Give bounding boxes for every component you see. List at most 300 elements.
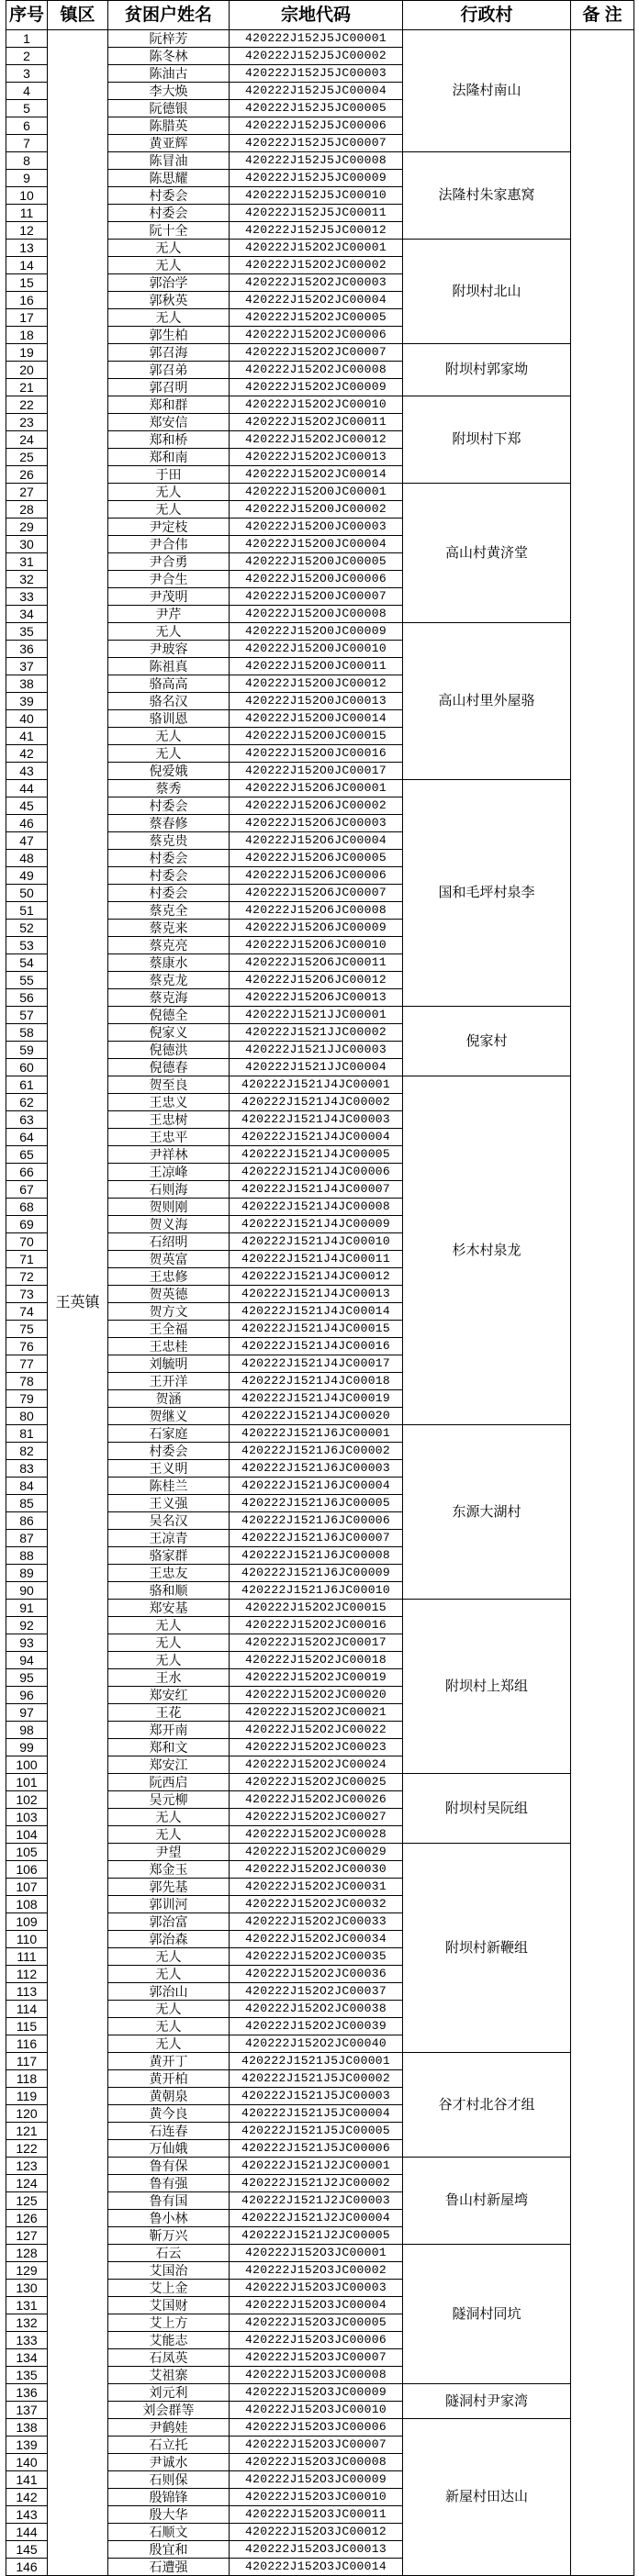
household-name: 郑和桥 [108,431,230,449]
household-name: 倪德全 [108,1007,230,1024]
household-name: 郑和文 [108,1739,230,1756]
land-code: 420222J152O3JC00014 [230,2559,403,2576]
household-name: 吴名汉 [108,1512,230,1530]
village-cell: 隧洞村尹家湾 [403,2384,571,2419]
household-name: 郭秋英 [108,292,230,309]
row-seq: 9 [6,170,48,187]
land-code: 420222J152O0JC00011 [230,658,403,675]
row-seq: 62 [6,1094,48,1111]
land-code: 420222J152J5JC00012 [230,222,403,240]
village-cell: 附坝村上郑组 [403,1600,571,1774]
row-seq: 26 [6,466,48,484]
row-seq: 53 [6,937,48,954]
land-code: 420222J1521J6JC00001 [230,1425,403,1443]
household-name: 石家庭 [108,1425,230,1443]
household-name: 骆名汉 [108,693,230,710]
land-code: 420222J152O2JC00029 [230,1844,403,1861]
land-code: 420222J152O2JC00004 [230,292,403,309]
land-code: 420222J1521J4JC00007 [230,1181,403,1199]
household-name: 无人 [108,240,230,257]
household-name: 王凉青 [108,1530,230,1547]
household-name: 村委会 [108,187,230,205]
row-seq: 45 [6,797,48,815]
land-code: 420222J1521J4JC00003 [230,1111,403,1129]
row-seq: 46 [6,815,48,832]
household-name: 石绍明 [108,1233,230,1251]
land-code: 420222J152O2JC00036 [230,1966,403,1983]
land-code: 420222J152O2JC00021 [230,1704,403,1722]
land-code: 420222J152O0JC00010 [230,641,403,658]
household-name: 骆家群 [108,1547,230,1565]
household-name: 靳万兴 [108,2227,230,2245]
row-seq: 44 [6,780,48,797]
household-name: 陈冬林 [108,48,230,65]
row-seq: 20 [6,362,48,379]
row-seq: 1 [6,30,48,48]
row-seq: 93 [6,1634,48,1652]
land-code: 420222J152O2JC00012 [230,431,403,449]
household-name: 无人 [108,1634,230,1652]
land-code: 420222J152O6JC00007 [230,885,403,902]
village-cell: 隧洞村同坑 [403,2245,571,2384]
row-seq: 61 [6,1076,48,1094]
household-name: 尹望 [108,1844,230,1861]
row-seq: 73 [6,1286,48,1303]
household-name: 村委会 [108,885,230,902]
household-name: 尹祥林 [108,1146,230,1164]
household-name: 蔡克来 [108,920,230,937]
row-seq: 97 [6,1704,48,1722]
row-seq: 84 [6,1478,48,1495]
land-code: 420222J1521J4JC00012 [230,1268,403,1286]
village-cell: 新屋村田达山 [403,2419,571,2576]
row-seq: 64 [6,1129,48,1146]
household-name: 陈冒油 [108,152,230,170]
row-seq: 131 [6,2297,48,2314]
row-seq: 40 [6,710,48,728]
row-seq: 126 [6,2210,48,2227]
row-seq: 135 [6,2367,48,2384]
row-seq: 82 [6,1443,48,1460]
row-seq: 8 [6,152,48,170]
row-seq: 15 [6,274,48,292]
land-code: 420222J1521J4JC00014 [230,1303,403,1321]
row-seq: 120 [6,2105,48,2123]
village-cell: 法隆村朱家惠窝 [403,152,571,240]
table-row [6,30,634,48]
land-code: 420222J1521J4JC00020 [230,1408,403,1425]
row-seq: 77 [6,1355,48,1373]
household-name: 石则海 [108,1181,230,1199]
household-name: 蔡康水 [108,954,230,972]
land-code: 420222J152O2JC00011 [230,414,403,431]
land-code: 420222J152O2JC00034 [230,1931,403,1948]
row-seq: 42 [6,745,48,763]
household-name: 王水 [108,1669,230,1687]
household-name: 无人 [108,257,230,274]
household-name: 蔡克贵 [108,832,230,850]
row-seq: 114 [6,2001,48,2018]
row-seq: 85 [6,1495,48,1512]
household-name: 无人 [108,728,230,745]
row-seq: 87 [6,1530,48,1547]
row-seq: 134 [6,2349,48,2367]
header-name: 贫困户姓名 [108,1,230,30]
row-seq: 56 [6,989,48,1007]
land-code: 420222J152O2JC00013 [230,449,403,466]
land-code: 420222J1521JJC00004 [230,1059,403,1076]
land-code: 420222J152O3JC00007 [230,2437,403,2454]
row-seq: 132 [6,2314,48,2332]
household-name: 蔡克亮 [108,937,230,954]
land-code: 420222J152O2JC00028 [230,1826,403,1844]
household-name: 黄朝泉 [108,2088,230,2105]
row-seq: 102 [6,1791,48,1809]
row-seq: 140 [6,2454,48,2471]
row-seq: 55 [6,972,48,989]
row-seq: 139 [6,2437,48,2454]
household-name: 王义强 [108,1495,230,1512]
village-cell: 杉木村泉龙 [403,1076,571,1425]
row-seq: 21 [6,379,48,396]
row-seq: 142 [6,2489,48,2506]
row-seq: 74 [6,1303,48,1321]
household-name: 郭治森 [108,1931,230,1948]
household-name: 无人 [108,745,230,763]
land-code: 420222J152O2JC00019 [230,1669,403,1687]
land-code: 420222J152O2JC00023 [230,1739,403,1756]
land-code: 420222J152O2JC00033 [230,1913,403,1931]
household-name: 郭治学 [108,274,230,292]
household-name: 黄亚辉 [108,135,230,152]
land-code: 420222J1521J6JC00007 [230,1530,403,1547]
village-cell: 附坝村北山 [403,240,571,344]
land-code: 420222J152O0JC00005 [230,553,403,571]
household-name: 贺英富 [108,1251,230,1268]
row-seq: 58 [6,1024,48,1042]
land-code: 420222J152O2JC00010 [230,396,403,414]
land-code: 420222J152J5JC00004 [230,83,403,100]
land-code: 420222J1521J6JC00003 [230,1460,403,1478]
row-seq: 94 [6,1652,48,1669]
land-code: 420222J1521J4JC00004 [230,1129,403,1146]
row-seq: 41 [6,728,48,745]
land-code: 420222J152O6JC00009 [230,920,403,937]
household-name: 郑开南 [108,1722,230,1739]
row-seq: 101 [6,1774,48,1791]
household-name: 郭治山 [108,1983,230,2001]
household-name: 无人 [108,2018,230,2035]
land-code: 420222J152O6JC00004 [230,832,403,850]
land-code: 420222J152O6JC00005 [230,850,403,867]
row-seq: 71 [6,1251,48,1268]
land-code: 420222J152J5JC00006 [230,117,403,135]
household-name: 蔡春修 [108,815,230,832]
table-body [6,30,634,2576]
household-name: 村委会 [108,205,230,222]
village-cell: 附坝村郭家坳 [403,344,571,396]
household-name: 郑和群 [108,396,230,414]
land-code: 420222J1521J5JC00005 [230,2123,403,2140]
row-seq: 130 [6,2280,48,2297]
row-seq: 4 [6,83,48,100]
row-seq: 13 [6,240,48,257]
land-code: 420222J152O6JC00002 [230,797,403,815]
land-code: 420222J152J5JC00005 [230,100,403,117]
row-seq: 111 [6,1948,48,1966]
land-code: 420222J152O0JC00002 [230,501,403,519]
row-seq: 76 [6,1338,48,1355]
land-code: 420222J1521J6JC00004 [230,1478,403,1495]
land-code: 420222J1521J6JC00009 [230,1565,403,1582]
land-code: 420222J152O2JC00008 [230,362,403,379]
row-seq: 72 [6,1268,48,1286]
household-name: 贺方文 [108,1303,230,1321]
land-code: 420222J1521J4JC00009 [230,1216,403,1233]
land-code: 420222J152O3JC00003 [230,2280,403,2297]
household-name: 石遭强 [108,2559,230,2576]
land-code: 420222J152O3JC00001 [230,2245,403,2262]
land-code: 420222J1521J6JC00008 [230,1547,403,1565]
land-code: 420222J152O2JC00039 [230,2018,403,2035]
household-name: 郭先基 [108,1879,230,1896]
row-seq: 91 [6,1600,48,1617]
land-code: 420222J1521J4JC00010 [230,1233,403,1251]
land-code: 420222J152J5JC00011 [230,205,403,222]
household-name: 村委会 [108,1443,230,1460]
household-name: 骆和顺 [108,1582,230,1600]
land-code: 420222J152J5JC00001 [230,30,403,48]
village-cell: 高山村黄济堂 [403,484,571,623]
village-cell: 鲁山村新屋塆 [403,2158,571,2245]
row-seq: 108 [6,1896,48,1913]
land-code: 420222J152O2JC00025 [230,1774,403,1791]
household-name: 陈祖真 [108,658,230,675]
row-seq: 67 [6,1181,48,1199]
row-seq: 138 [6,2419,48,2437]
household-name: 王忠桂 [108,1338,230,1355]
village-cell: 倪家村 [403,1007,571,1076]
land-code: 420222J152O6JC00008 [230,902,403,920]
household-name: 骆高高 [108,675,230,693]
row-seq: 24 [6,431,48,449]
land-code: 420222J1521J2JC00004 [230,2210,403,2227]
row-seq: 81 [6,1425,48,1443]
row-seq: 38 [6,675,48,693]
land-code: 420222J152O3JC00011 [230,2506,403,2524]
household-name: 王忠平 [108,1129,230,1146]
row-seq: 146 [6,2559,48,2576]
land-code: 420222J1521J4JC00016 [230,1338,403,1355]
land-code: 420222J1521J4JC00008 [230,1199,403,1216]
row-seq: 28 [6,501,48,519]
row-seq: 32 [6,571,48,588]
row-seq: 109 [6,1913,48,1931]
household-name: 王忠义 [108,1094,230,1111]
household-name: 倪德春 [108,1059,230,1076]
household-name: 阮德银 [108,100,230,117]
household-name: 郑安基 [108,1600,230,1617]
household-name: 石立托 [108,2437,230,2454]
household-name: 郑金玉 [108,1861,230,1879]
household-name: 吴元柳 [108,1791,230,1809]
land-code: 420222J152O0JC00015 [230,728,403,745]
land-code: 420222J1521J4JC00017 [230,1355,403,1373]
land-code: 420222J152O0JC00004 [230,536,403,553]
land-code: 420222J152O3JC00012 [230,2524,403,2541]
row-seq: 14 [6,257,48,274]
household-name: 石连春 [108,2123,230,2140]
land-code: 420222J152O0JC00001 [230,484,403,501]
household-name: 鲁小林 [108,2210,230,2227]
row-seq: 2 [6,48,48,65]
row-seq: 107 [6,1879,48,1896]
row-seq: 112 [6,1966,48,1983]
household-name: 黄今良 [108,2105,230,2123]
row-seq: 69 [6,1216,48,1233]
household-name: 陈思耀 [108,170,230,187]
land-code: 420222J152O2JC00002 [230,257,403,274]
household-name: 蔡克海 [108,989,230,1007]
land-code: 420222J152O2JC00007 [230,344,403,362]
town-cell: 王英镇 [48,30,108,2576]
household-name: 尹合生 [108,571,230,588]
household-name: 尹茂明 [108,588,230,606]
land-code: 420222J1521J6JC00006 [230,1512,403,1530]
household-name: 无人 [108,1948,230,1966]
land-code: 420222J152O3JC00010 [230,2489,403,2506]
land-code: 420222J152O0JC00013 [230,693,403,710]
row-seq: 65 [6,1146,48,1164]
land-code: 420222J152O3JC00007 [230,2349,403,2367]
village-cell: 国和毛坪村泉李 [403,780,571,1007]
household-name: 石云 [108,2245,230,2262]
row-seq: 5 [6,100,48,117]
land-code: 420222J1521J5JC00003 [230,2088,403,2105]
village-cell: 高山村里外屋骆 [403,623,571,780]
row-seq: 83 [6,1460,48,1478]
row-seq: 86 [6,1512,48,1530]
land-code: 420222J152O3JC00009 [230,2384,403,2402]
household-name: 陈油古 [108,65,230,83]
household-name: 王开洋 [108,1373,230,1390]
village-cell: 谷才村北谷才组 [403,2053,571,2158]
land-code: 420222J152O0JC00006 [230,571,403,588]
row-seq: 47 [6,832,48,850]
household-name: 尹鹤娃 [108,2419,230,2437]
row-seq: 100 [6,1756,48,1774]
row-seq: 90 [6,1582,48,1600]
household-name: 陈腊英 [108,117,230,135]
row-seq: 137 [6,2402,48,2419]
header-note: 备 注 [571,1,634,30]
household-name: 鲁有保 [108,2158,230,2175]
land-code: 420222J152O6JC00012 [230,972,403,989]
land-code: 420222J152O3JC00010 [230,2402,403,2419]
row-seq: 35 [6,623,48,641]
land-code: 420222J152O3JC00008 [230,2367,403,2384]
land-code: 420222J1521J4JC00006 [230,1164,403,1181]
household-name: 郭召弟 [108,362,230,379]
header-row [6,1,634,30]
land-code: 420222J1521J4JC00018 [230,1373,403,1390]
row-seq: 133 [6,2332,48,2349]
household-name: 贺涵 [108,1390,230,1408]
row-seq: 54 [6,954,48,972]
household-name: 无人 [108,1809,230,1826]
row-seq: 43 [6,763,48,780]
land-code: 420222J1521J5JC00002 [230,2070,403,2088]
land-code: 420222J1521J5JC00004 [230,2105,403,2123]
row-seq: 144 [6,2524,48,2541]
household-name: 蔡克全 [108,902,230,920]
land-code: 420222J1521J6JC00005 [230,1495,403,1512]
row-seq: 23 [6,414,48,431]
land-code: 420222J152O3JC00013 [230,2541,403,2559]
household-name: 艾上方 [108,2314,230,2332]
row-seq: 60 [6,1059,48,1076]
row-seq: 88 [6,1547,48,1565]
land-code: 420222J1521J4JC00019 [230,1390,403,1408]
note-cell [571,30,634,2576]
household-name: 贺英德 [108,1286,230,1303]
land-code: 420222J1521J4JC00001 [230,1076,403,1094]
land-code: 420222J1521J5JC00001 [230,2053,403,2070]
ledger-sheet [6,0,634,2576]
row-seq: 57 [6,1007,48,1024]
land-code: 420222J152J5JC00002 [230,48,403,65]
land-code: 420222J152O2JC00020 [230,1687,403,1704]
household-name: 艾国治 [108,2262,230,2280]
row-seq: 39 [6,693,48,710]
land-code: 420222J1521J4JC00015 [230,1321,403,1338]
household-name: 阮十全 [108,222,230,240]
household-name: 陈桂兰 [108,1478,230,1495]
row-seq: 143 [6,2506,48,2524]
household-name: 贺则刚 [108,1199,230,1216]
land-code: 420222J152O2JC00038 [230,2001,403,2018]
land-code: 420222J152O0JC00014 [230,710,403,728]
household-name: 郑安红 [108,1687,230,1704]
row-seq: 25 [6,449,48,466]
row-seq: 33 [6,588,48,606]
household-name: 李大焕 [108,83,230,100]
row-seq: 110 [6,1931,48,1948]
household-name: 王义明 [108,1460,230,1478]
row-seq: 129 [6,2262,48,2280]
row-seq: 27 [6,484,48,501]
household-name: 王花 [108,1704,230,1722]
land-code: 420222J152O2JC00032 [230,1896,403,1913]
land-code: 420222J1521JJC00002 [230,1024,403,1042]
household-name: 刘毓明 [108,1355,230,1373]
land-code: 420222J152O0JC00007 [230,588,403,606]
land-code: 420222J152O0JC00012 [230,675,403,693]
household-name: 郭召明 [108,379,230,396]
household-name: 贺继义 [108,1408,230,1425]
row-seq: 95 [6,1669,48,1687]
household-name: 黄开柏 [108,2070,230,2088]
land-code: 420222J1521J4JC00002 [230,1094,403,1111]
row-seq: 52 [6,920,48,937]
land-code: 420222J152O2JC00018 [230,1652,403,1669]
row-seq: 115 [6,2018,48,2035]
household-name: 尹合勇 [108,553,230,571]
village-cell: 附坝村新鞭组 [403,1844,571,2053]
land-code: 420222J152O2JC00024 [230,1756,403,1774]
household-name: 村委会 [108,867,230,885]
land-code: 420222J1521J4JC00013 [230,1286,403,1303]
